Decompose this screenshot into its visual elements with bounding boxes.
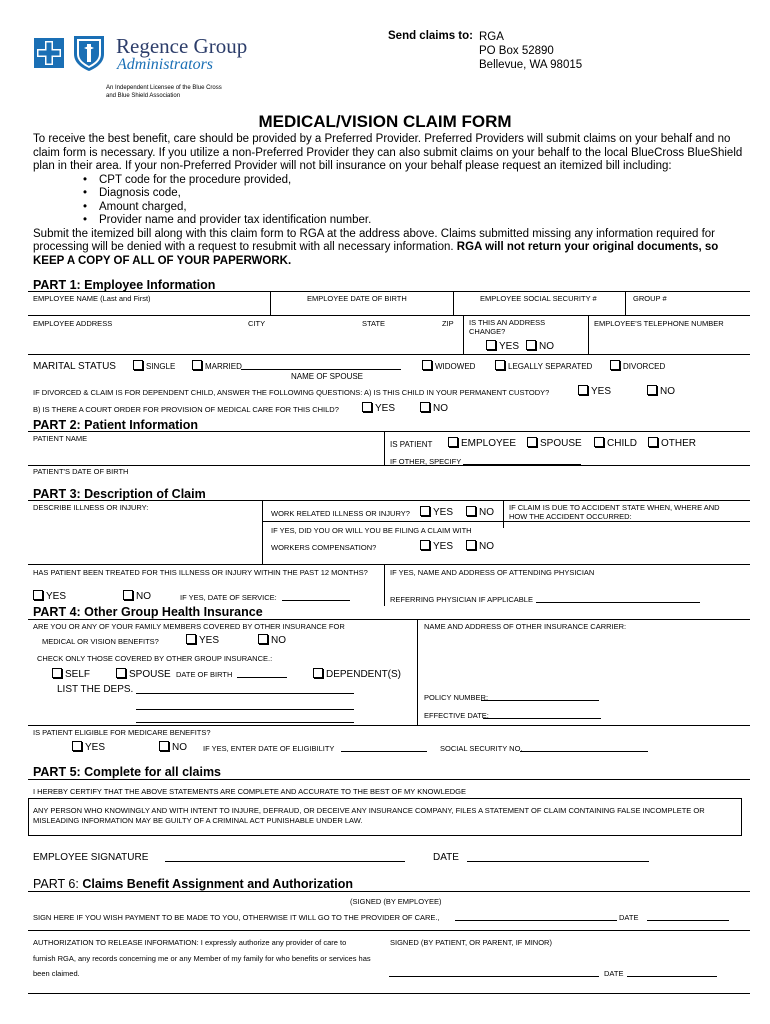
medicare-no[interactable]: NO [159, 741, 187, 753]
bluecross-cross-icon [34, 38, 64, 68]
employee-signature-line[interactable] [165, 861, 405, 862]
logo-licensee-line2: and Blue Shield Association [106, 93, 181, 99]
list-deps-label: LIST THE DEPS. [57, 684, 134, 695]
treated-yes[interactable]: YES [33, 590, 66, 602]
court-order-question: B) IS THERE A COURT ORDER FOR PROVISION OF MEDICAL CARE FOR THIS CHILD? [33, 405, 339, 414]
address-line-3: Bellevue, WA 98015 [479, 59, 583, 71]
authorization-line-1: AUTHORIZATION TO RELEASE INFORMATION: I expressly authorize any provider of care to [33, 938, 347, 947]
submit-instructions [33, 228, 743, 269]
list-item: • CPT code for the procedure provided, [79, 174, 743, 188]
is-patient-label: IS PATIENT [390, 440, 433, 449]
address-change-no[interactable]: NO [526, 340, 554, 352]
workers-comp-question: WORKERS COMPENSATION? [271, 543, 377, 552]
signature-date-line[interactable] [467, 861, 649, 862]
marital-married[interactable]: MARRIED [192, 360, 242, 371]
covered-spouse[interactable]: SPOUSE [116, 668, 171, 680]
form-title: MEDICAL/VISION CLAIM FORM [258, 112, 512, 131]
employee-address-field[interactable]: EMPLOYEE ADDRESS [33, 319, 113, 328]
checkbox-icon[interactable] [647, 385, 657, 395]
workers-comp-no[interactable]: NO [466, 540, 494, 552]
address-change-label: IS THIS AN ADDRESS CHANGE? [469, 318, 546, 336]
court-order-no[interactable]: NO [420, 402, 448, 414]
checkbox-icon[interactable] [578, 385, 588, 395]
spouse-dob-label: DATE OF BIRTH [176, 670, 233, 679]
checkbox-icon[interactable] [362, 402, 372, 412]
effective-date-label: EFFECTIVE DATE: [424, 711, 489, 720]
address-change-yes[interactable]: YES [486, 340, 519, 352]
required-items-list [79, 174, 743, 228]
address-line-1: RGA [479, 31, 504, 43]
referring-physician-label: REFERRING PHYSICIAN IF APPLICABLE [390, 595, 533, 604]
custody-yes[interactable]: YES [578, 385, 611, 397]
checkbox-icon[interactable] [186, 634, 196, 644]
marital-status-label: MARITAL STATUS [33, 361, 116, 372]
patient-name-field[interactable]: PATIENT NAME [33, 434, 88, 443]
zip-field[interactable]: ZIP [442, 319, 454, 328]
part5-heading: PART 5: Complete for all claims [33, 765, 222, 779]
marital-widowed[interactable]: WIDOWED [422, 360, 475, 371]
custody-no[interactable]: NO [647, 385, 675, 397]
court-order-yes[interactable]: YES [362, 402, 395, 414]
checkbox-icon[interactable] [526, 340, 536, 350]
covered-self[interactable]: SELF [52, 668, 90, 680]
patient-date-line[interactable] [627, 976, 717, 977]
fraud-warning-box [28, 798, 742, 836]
checkbox-icon[interactable] [610, 360, 620, 370]
checkbox-icon[interactable] [648, 437, 658, 447]
marital-divorced[interactable]: DIVORCED [610, 360, 665, 371]
eligibility-date-label: IF YES, ENTER DATE OF ELIGIBILITY [203, 744, 335, 753]
work-related-no[interactable]: NO [466, 506, 494, 518]
filing-claim-question: IF YES, DID YOU OR WILL YOU BE FILING A CLAIM WITH [271, 526, 472, 535]
relation-spouse[interactable]: SPOUSE [527, 437, 582, 449]
checkbox-icon[interactable] [258, 634, 268, 644]
checkbox-icon[interactable] [495, 360, 505, 370]
intro-text: To receive the best benefit, care should be provided by a Preferred Provider. Preferred Providers will submit claims on your behalf and no claim form is necessary. If you utilize a non-Preferred Provider they can also submit claims on your behalf to the local BlueCross BlueShield plan in their area. If your non-Preferred Provider will not bill insurance on your behalf please request an itemized bill including: [33, 133, 743, 172]
part2-heading: PART 2: Patient Information [33, 418, 199, 432]
other-carrier-field[interactable]: NAME AND ADDRESS OF OTHER INSURANCE CARRIER: [424, 622, 627, 631]
relation-child[interactable]: CHILD [594, 437, 637, 449]
list-item: • Diagnosis code, [79, 187, 743, 201]
treated-question: HAS PATIENT BEEN TREATED FOR THIS ILLNESS OR INJURY WITHIN THE PAST 12 MONTHS? [33, 568, 368, 577]
intro-paragraph [33, 133, 743, 268]
list-item: • Provider name and provider tax identification number. [79, 214, 743, 228]
assignment-date-label: DATE [619, 913, 639, 922]
send-claims-label: Send claims to: [388, 30, 473, 42]
medicare-yes[interactable]: YES [72, 741, 105, 753]
list-item: • Amount charged, [79, 201, 743, 215]
employee-ssn-field[interactable]: EMPLOYEE SOCIAL SECURITY # [480, 294, 597, 303]
fraud-warning-text: ANY PERSON WHO KNOWINGLY AND WITH INTENT TO INJURE, DEFRAUD, OR DECEIVE ANY INSURANCE COMPANY, FILES A STATEMENT OF CLAIM CONTAINING FALSE INCOMPLETE OR MISLEADING INFORMATION MAY BE GUILTY OF A CRIMINAL ACT PUNISHABLE UNDER LAW. [33, 806, 705, 825]
checkbox-icon[interactable] [116, 668, 126, 678]
if-other-label: IF OTHER, SPECIFY [390, 457, 462, 466]
signed-by-patient-label: SIGNED (BY PATIENT, OR PARENT, IF MINOR) [390, 938, 552, 947]
blueshield-shield-icon [72, 34, 106, 72]
attending-physician-field[interactable]: IF YES, NAME AND ADDRESS OF ATTENDING PHYSICIAN [390, 568, 595, 577]
describe-illness-field[interactable]: DESCRIBE ILLNESS OR INJURY: [33, 503, 149, 512]
checkbox-icon[interactable] [33, 590, 43, 600]
checkbox-icon[interactable] [527, 437, 537, 447]
social-security-label: SOCIAL SECURITY NO. [440, 744, 523, 753]
part6-heading: PART 6: Claims Benefit Assignment and Authorization [33, 877, 353, 891]
assignment-signature-line[interactable] [455, 920, 617, 921]
logo [34, 30, 284, 105]
marital-separated[interactable]: LEGALLY SEPARATED [495, 360, 592, 371]
submit-warning: RGA will not return your original documents, so KEEP A COPY OF ALL OF YOUR PAPERWORK. [33, 241, 719, 267]
relation-employee[interactable]: EMPLOYEE [448, 437, 516, 449]
workers-comp-yes[interactable]: YES [420, 540, 453, 552]
logo-licensee-line1: An Independent Licensee of the Blue Cross [106, 85, 222, 91]
checkbox-icon[interactable] [448, 437, 458, 447]
date-of-service-label: IF YES, DATE OF SERVICE: [180, 593, 277, 602]
signature-date-label: DATE [433, 852, 459, 863]
address-line-2: PO Box 52890 [479, 45, 554, 57]
checkbox-icon[interactable] [159, 741, 169, 751]
checkbox-icon[interactable] [133, 360, 143, 370]
employee-dob-field[interactable]: EMPLOYEE DATE OF BIRTH [307, 294, 407, 303]
employee-phone-field[interactable]: EMPLOYEE'S TELEPHONE NUMBER [594, 319, 724, 328]
work-related-yes[interactable]: YES [420, 506, 453, 518]
checkbox-icon[interactable] [313, 668, 323, 678]
mailing-address [479, 30, 582, 72]
part3-heading: PART 3: Description of Claim [33, 487, 206, 501]
other-coverage-no[interactable]: NO [258, 634, 286, 646]
checkbox-icon[interactable] [594, 437, 604, 447]
authorization-line-3: been claimed. [33, 969, 80, 978]
checkbox-icon[interactable] [123, 590, 133, 600]
patient-signature-line[interactable] [389, 976, 599, 977]
city-field[interactable]: CITY [248, 319, 266, 328]
checkbox-icon[interactable] [420, 402, 430, 412]
policy-number-label: POLICY NUMBER: [424, 693, 489, 702]
patient-date-label: DATE [604, 969, 624, 978]
state-field[interactable]: STATE [362, 319, 386, 328]
group-number-field[interactable]: GROUP # [633, 294, 667, 303]
treated-no[interactable]: NO [123, 590, 151, 602]
checkbox-icon[interactable] [486, 340, 496, 350]
medicare-question: IS PATIENT ELIGIBLE FOR MEDICARE BENEFITS? [33, 728, 211, 737]
checkbox-icon[interactable] [192, 360, 202, 370]
employee-name-field[interactable]: EMPLOYEE NAME (Last and First) [33, 294, 151, 303]
patient-dob-field[interactable]: PATIENT'S DATE OF BIRTH [33, 467, 129, 476]
spouse-name-label: NAME OF SPOUSE [291, 372, 364, 381]
certification-text: I HEREBY CERTIFY THAT THE ABOVE STATEMENTS ARE COMPLETE AND ACCURATE TO THE BEST OF MY KNOWLEDGE [33, 787, 467, 796]
checkbox-icon[interactable] [422, 360, 432, 370]
part4-heading: PART 4: Other Group Health Insurance [33, 605, 263, 619]
other-coverage-yes[interactable]: YES [186, 634, 219, 646]
submit-text: Submit the itemized bill along with this claim form to RGA at the address above. Claims submitted missing any information required for processing will be denied with a request to resubmit with all necessary information. [33, 227, 715, 253]
custody-question: IF DIVORCED & CLAIM IS FOR DEPENDENT CHILD, ANSWER THE FOLLOWING QUESTIONS: A) IS THIS CHILD IN YOUR PERMANENT CUSTODY? [33, 388, 550, 397]
relation-other[interactable]: OTHER [648, 437, 696, 449]
work-related-question: WORK RELATED ILLNESS OR INJURY? [271, 509, 410, 518]
authorization-line-2: furnish RGA, any records concerning me or any Member of my family for who benefits or services has [33, 954, 371, 963]
signed-by-employee-label: (SIGNED (BY EMPLOYEE) [350, 897, 442, 906]
checkbox-icon[interactable] [72, 741, 82, 751]
checkbox-icon[interactable] [420, 540, 430, 550]
part1-heading: PART 1: Employee Information [33, 278, 216, 292]
logo-subname: Administrators [117, 56, 214, 73]
checkbox-icon[interactable] [52, 668, 62, 678]
sign-here-text: SIGN HERE IF YOU WISH PAYMENT TO BE MADE TO YOU, OTHERWISE IT WILL GO TO THE PROVIDER OF CARE., [33, 913, 440, 922]
covered-dependents[interactable]: DEPENDENT(S) [313, 668, 401, 680]
checkbox-icon[interactable] [466, 506, 476, 516]
checkbox-icon[interactable] [466, 540, 476, 550]
checkbox-icon[interactable] [420, 506, 430, 516]
check-covered-label: CHECK ONLY THOSE COVERED BY OTHER GROUP INSURANCE.: [37, 654, 273, 663]
other-coverage-question: ARE YOU OR ANY OF YOUR FAMILY MEMBERS COVERED BY OTHER INSURANCE FOR [33, 622, 345, 631]
marital-single[interactable]: SINGLE [133, 360, 175, 371]
accident-description-field[interactable]: IF CLAIM IS DUE TO ACCIDENT STATE WHEN, WHERE AND HOW THE ACCIDENT OCCURRED: [509, 503, 720, 521]
assignment-date-line[interactable] [647, 920, 729, 921]
logo-name: Regence Group [116, 34, 248, 58]
employee-signature-label: EMPLOYEE SIGNATURE [33, 852, 149, 863]
med-vision-question: MEDICAL OR VISION BENEFITS? [42, 637, 159, 646]
